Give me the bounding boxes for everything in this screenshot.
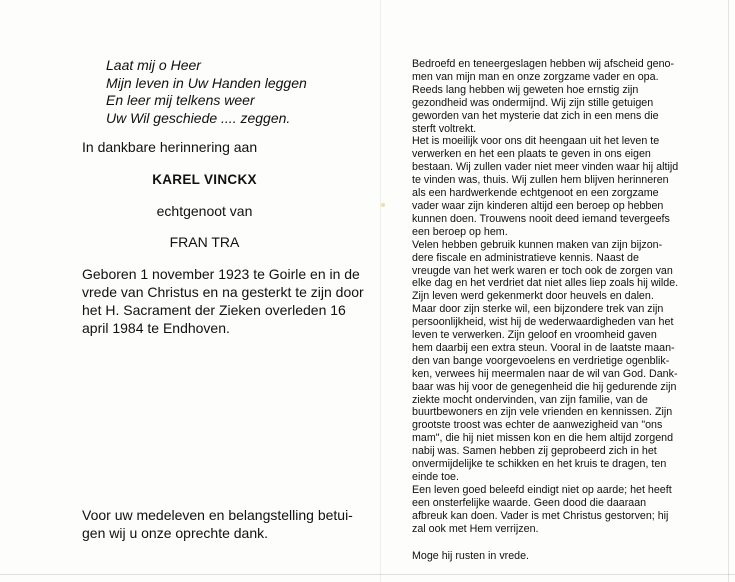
text-line: mam", die hij niet missen kon en die hem altijd zorgend bbox=[412, 432, 674, 445]
bio-line: het H. Sacrament der Zieken overleden 16 bbox=[82, 302, 346, 318]
thanks-line: gen wij u onze oprechte dank. bbox=[82, 525, 269, 541]
text-line: nabij was. Samen hebben zij geprobeerd zich in het bbox=[412, 445, 657, 458]
biography-text bbox=[82, 265, 364, 337]
deceased-name: KAREL VINCKX bbox=[152, 172, 257, 187]
text-line: een onsterfelijke waarde. Geen dood die daaraan bbox=[412, 496, 647, 509]
text-line: Velen hebben gebruik kunnen maken van zijn bijzon- bbox=[412, 238, 663, 251]
text-line: Reeds lang hebben wij geweten hoe ernstig zijn bbox=[412, 83, 639, 96]
text-line: einde toe. bbox=[412, 471, 459, 483]
dedication-text: In dankbare herinnering aan bbox=[82, 139, 258, 155]
text-line: Een leven goed beleefd eindigt niet op aarde; het heeft bbox=[412, 483, 672, 496]
spouse-name: FRAN TRA bbox=[169, 234, 240, 250]
text-line: sterft voltrekt. bbox=[412, 122, 477, 135]
text-line: persoonlijkheid, wist hij de wederwaardigheden van het bbox=[412, 316, 674, 329]
text-line: hem daarbij een extra steun. Vooral in de laatste maan- bbox=[412, 341, 675, 354]
paper-stain bbox=[381, 203, 385, 207]
text-line: zal ook met Hem verrijzen. bbox=[412, 522, 539, 535]
closing-blessing: Moge hij rusten in vrede. bbox=[412, 549, 530, 562]
spacer bbox=[412, 536, 710, 550]
text-line: als een hardwerkende echtgenoot en een zorgzame bbox=[412, 187, 659, 200]
card-edge bbox=[728, 0, 729, 582]
poem-line: Uw Wil geschiede .... zeggen. bbox=[106, 109, 291, 126]
card-fold-line bbox=[380, 0, 381, 582]
bio-line: vrede van Christus en na gesterkt te zijn door bbox=[82, 284, 364, 300]
text-line: ken, verwees hij meermalen naar de wil van God. Dank- bbox=[412, 367, 678, 380]
text-line: leven te verwerken. Zijn geloof en vroomheid gaven bbox=[412, 329, 657, 342]
bio-line: Geboren 1 november 1923 te Goirle en in de bbox=[82, 266, 360, 282]
text-line: Het is moeilijk voor ons dit heengaan uit het leven te bbox=[412, 135, 660, 148]
text-line: gezondheid was ondermijnd. Wij zijn stille getuigen bbox=[412, 96, 654, 109]
text-line: Bedroefd en teneergeslagen hebben wij afscheid geno- bbox=[412, 58, 675, 70]
memorial-paragraphs bbox=[412, 58, 710, 536]
poem-line: Laat mij o Heer bbox=[106, 57, 201, 73]
text-line: baar was hij voor de genegenheid die hij gedurende zijn bbox=[412, 380, 677, 393]
bio-line: april 1984 te Endhoven. bbox=[82, 320, 230, 336]
spouse-label: echtgenoot van bbox=[156, 203, 253, 219]
text-line: elke dag en het verdriet dat niet alles liep zoals hij wilde. bbox=[412, 277, 679, 290]
text-line: verwerken en het een plaats te geven in ons eigen bbox=[412, 148, 651, 161]
text-line: ziekte mocht ondervinden, van zijn familie, van de bbox=[412, 393, 648, 406]
text-line: vreugde van het werk waren er toch ook de zorgen van bbox=[412, 264, 673, 277]
text-line: kunnen doen. Trouwens nooit deed iemand tevergeefs bbox=[412, 212, 670, 225]
text-line: Zijn leven werd gekenmerkt door heuvels en dalen. bbox=[412, 290, 654, 303]
text-line: onvermijdelijke te schikken en het kruis te dragen, ten bbox=[412, 458, 667, 471]
text-line: een beroep op hem. bbox=[412, 225, 508, 238]
text-line: men van mijn man en onze zorgzame vader en opa. bbox=[412, 70, 659, 83]
text-line: te vinden was, thuis. Wij zullen hem blijven herinneren bbox=[412, 174, 669, 187]
text-line: dere fiscale en administratieve kennis. Naast de bbox=[412, 251, 639, 264]
card-bottom-edge bbox=[0, 574, 735, 575]
text-line: vader waar zijn kinderen altijd een beroep op hebben bbox=[412, 199, 664, 212]
prayer-poem bbox=[106, 57, 307, 127]
thanks-line: Voor uw medeleven en belangstelling betui- bbox=[82, 507, 353, 523]
text-line: grootste troost was echter de aanwezigheid van "ons bbox=[412, 419, 663, 432]
text-line: bestaan. Wij zullen vader niet meer vinden waar hij altijd bbox=[412, 161, 679, 174]
thanks-text bbox=[82, 506, 353, 542]
text-line: den van bange voorgevoelens en verdrietige ogenblik- bbox=[412, 354, 670, 367]
poem-line: Mijn leven in Uw Handen leggen bbox=[106, 74, 307, 91]
text-line: afbreuk kan doen. Vader is met Christus gestorven; hij bbox=[412, 509, 669, 522]
text-line: geworden van het mysterie dat zich in een mens die bbox=[412, 109, 659, 122]
text-line: buurtbewoners en zijn vele vrienden en kennissen. Zijn bbox=[412, 406, 673, 419]
poem-line: En leer mij telkens weer bbox=[106, 92, 255, 108]
text-line: Maar door zijn sterke wil, een bijzondere trek van zijn bbox=[412, 303, 664, 316]
right-page bbox=[412, 58, 710, 562]
